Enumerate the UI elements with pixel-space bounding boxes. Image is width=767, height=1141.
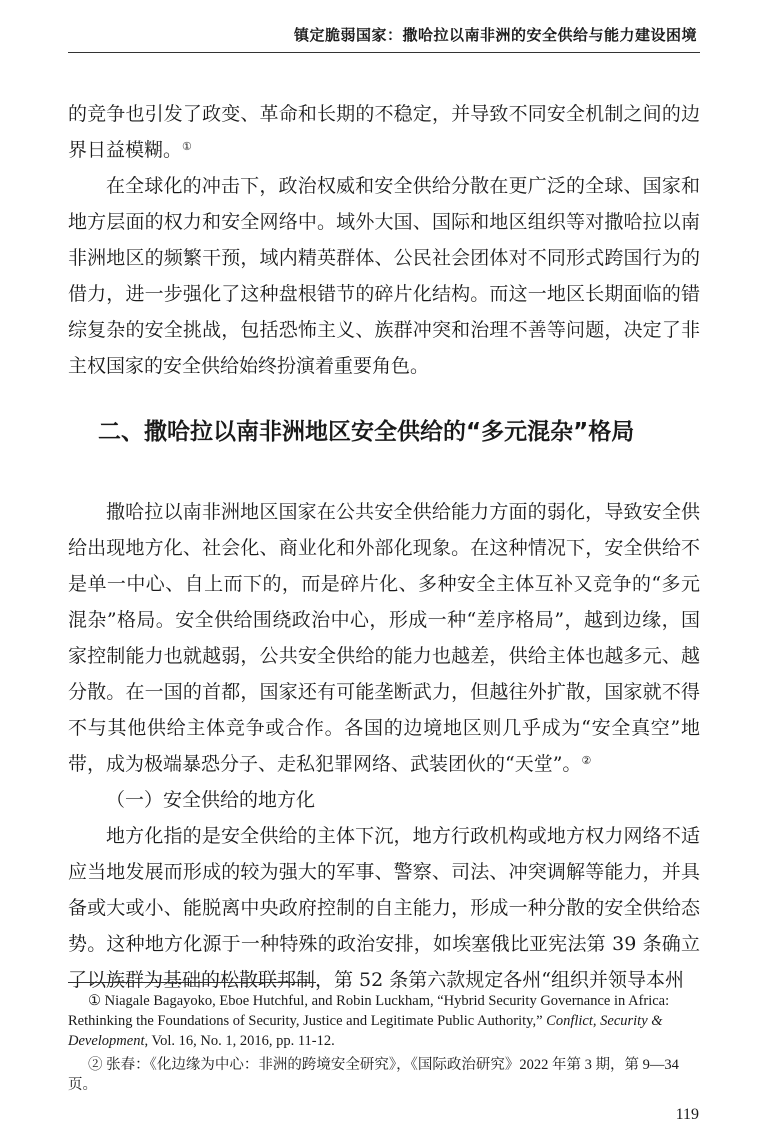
subsection-heading: （一）安全供给的地方化 — [106, 789, 316, 811]
header-rule — [68, 52, 700, 53]
footnotes — [68, 982, 700, 1099]
footnote-ref-2[interactable]: ② — [581, 754, 592, 767]
footnote-1-text-b: , Vol. 16, No. 1, 2016, pp. 11-12. — [144, 1033, 335, 1049]
page-number: 119 — [675, 1106, 699, 1123]
footnote-2: ② 张春：《化边缘为中心：非洲的跨境安全研究》，《国际政治研究》2022 年第 3 期，第 9—34 页。 — [68, 1057, 679, 1093]
footnote-ref-1[interactable]: ① — [182, 140, 192, 153]
footnote-1-text-a: ① Niagale Bagayoko, Eboe Hutchful, and Robin Luckham, “Hybrid Security Governance in Africa: Rethinking the Foundations of Security, Justice and Legitimate Public Authority,” — [68, 993, 670, 1029]
paragraph-1-text: 的竞争也引发了政变、革命和长期的不稳定，并导致不同安全机制之间的边界日益模糊。 — [68, 103, 700, 161]
footnote-rule — [68, 982, 316, 983]
section-title: 二、撒哈拉以南非洲地区安全供给的“多元混杂”格局 — [98, 419, 635, 445]
footnote-1-journal: Conflict, Security & Development — [68, 1013, 663, 1049]
paragraph-3-text: 撒哈拉以南非洲地区国家在公共安全供给能力方面的弱化，导致安全供给出现地方化、社会化、商业化和外部化现象。在这种情况下，安全供给不是单一中心、自上而下的，而是碎片化、多种安全主体互补又竞争的“多元混杂”格局。安全供给围绕政治中心，形成一种“差序格局”，越到边缘，国家控制能力也就越弱，公共安全供给的能力也越差，供给主体也越多元、越分散。在一国的首都，国家还有可能垄断武力，但越往外扩散，国家就不得不与其他供给主体竞争或合作。各国的边境地区则几乎成为“安全真空”地带，成为极端暴恐分子、走私犯罪网络、武装团伙的“天堂”。 — [68, 501, 700, 775]
paragraph-1 — [68, 96, 700, 168]
paragraph-2: 在全球化的冲击下，政治权威和安全供给分散在更广泛的全球、国家和地方层面的权力和安全网络中。域外大国、国际和地区组织等对撒哈拉以南非洲地区的频繁干预，域内精英群体、公民社会团体对不同形式跨国行为的借力，进一步强化了这种盘根错节的碎片化结构。而这一地区长期面临的错综复杂的安全挑战，包括恐怖主义、族群冲突和治理不善等问题，决定了非主权国家的安全供给始终扮演着重要角色。 — [68, 175, 700, 377]
footnote-1 — [68, 991, 700, 1051]
body-text — [68, 96, 700, 998]
running-header: 镇定脆弱国家：撒哈拉以南非洲的安全供给与能力建设困境 — [293, 26, 697, 44]
paragraph-3 — [68, 494, 700, 782]
paragraph-4: 地方化指的是安全供给的主体下沉，地方行政机构或地方权力网络不适应当地发展而形成的较为强大的军事、警察、司法、冲突调解等能力，并具备或大或小、能脱离中央政府控制的自主能力，形成一种分散的安全供给态势。这种地方化源于一种特殊的政治安排，如埃塞俄比亚宪法第 39 条确立了以族群为基础的松散联邦制，第 52 条第六款规定各州“组织并领导本州 — [68, 825, 700, 991]
